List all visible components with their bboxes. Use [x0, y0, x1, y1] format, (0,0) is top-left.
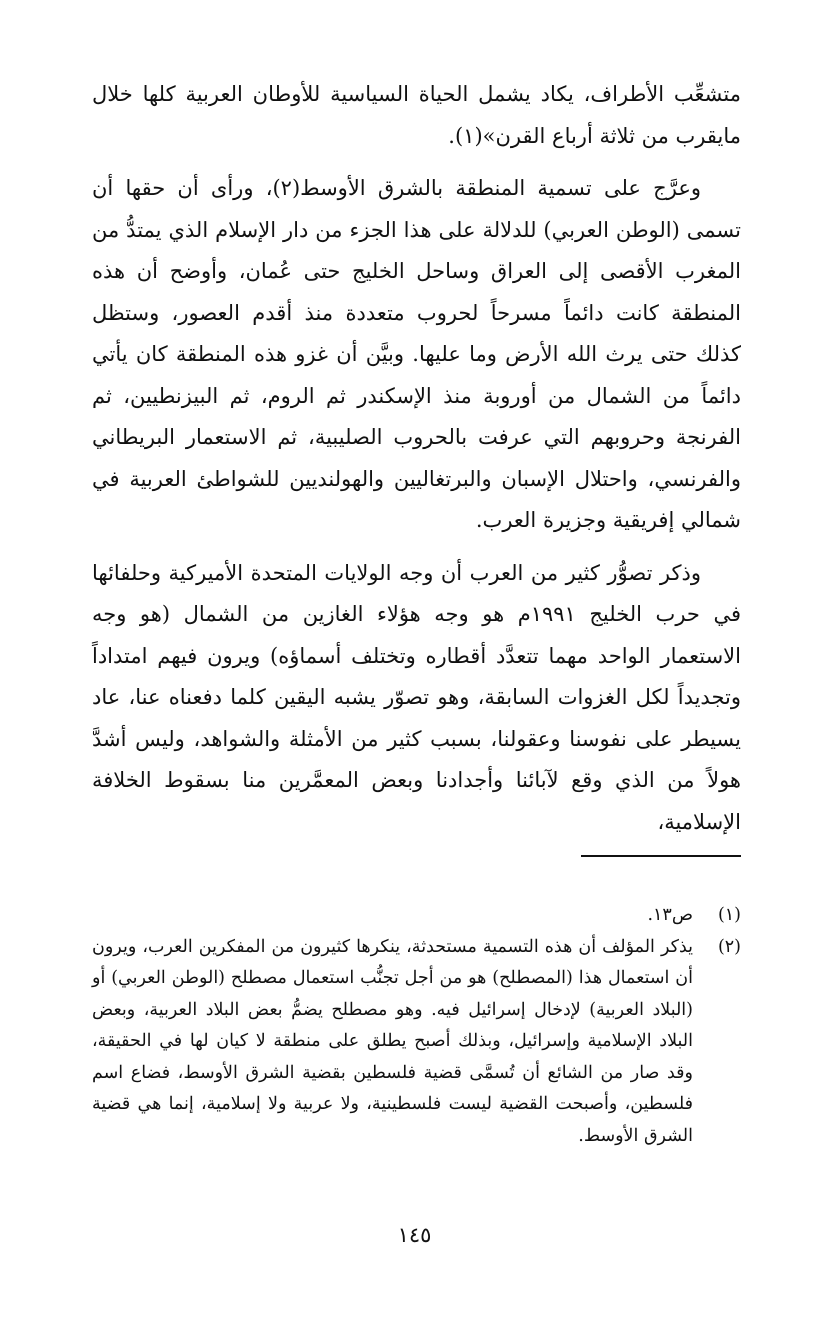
- footnote-1: [92, 900, 741, 932]
- page-number: ١٤٥: [397, 1223, 432, 1247]
- footnote-separator: [581, 855, 741, 857]
- footnote-number-2: (٢): [717, 936, 741, 957]
- footnote-number-1: (١): [717, 905, 741, 925]
- paragraph-1: متشعِّب الأطراف، يكاد يشمل الحياة السياسية للأوطان العربية كلها خلال مايقرب من ثلاثة أرباع القرن»(١).: [92, 82, 741, 148]
- footnote-text-2: يذكر المؤلف أن هذه التسمية مستحدثة، ينكرها كثيرون من المفكرين العرب، ويرون أن استعمال هذا (المصطلح) هو من أجل تجنُّب استعمال مصطلح (الوطن العربي) أو (البلاد العربية) لإدخال إسرائيل فيه. وهو مصطلح يضمُّ بعض البلاد العربية، وبعض البلاد الإسلامية وإسرائيل، وبذلك أصبح يطلق على منطقة لا كيان لها في الحقيقة، وقد صار من الشائع أن تُسمَّى قضية فلسطين بقضية الشرق الأوسط، فضاع اسم فلسطين، وأصبحت القضية ليست فلسطينية، ولا عربية ولا إسلامية، إنما هي قضية الشرق الأوسط.: [92, 936, 693, 1146]
- paragraph-3: وذكر تصوُّر كثير من العرب أن وجه الولايات المتحدة الأميركية وحلفائها في حرب الخليج ١٩٩١م هو وجه هؤلاء الغازين من الشمال (هو وجه الاستعمار الواحد مهما تتعدَّد أقطاره وتختلف أسماؤه) ويرون فيهم امتداداً وتجديداً لكل الغزوات السابقة، وهو تصوّر يشبه اليقين كلما دفعناه عنا، عاد يسيطر على نفوسنا وعقولنا، بسبب كثير من الأمثلة والشواهد، وليس أشدَّ هولاً من الذي وقع لآبائنا وأجدادنا وبعض المعمَّرين منا بسقوط الخلافة الإسلامية،: [92, 560, 741, 834]
- footnotes: [92, 900, 741, 1152]
- main-text: [92, 74, 741, 854]
- paragraph-2: وعرَّج على تسمية المنطقة بالشرق الأوسط(٢)، ورأى أن حقها أن تسمى (الوطن العربي) للدلالة على هذا الجزء من دار الإسلام الذي يمتدُّ من المغرب الأقصى إلى العراق وساحل الخليج حتى عُمان، وأوضح أن هذه المنطقة كانت دائماً مسرحاً لحروب متعددة منذ أقدم العصور، وستظل كذلك حتى يرث الله الأرض وما عليها. وبيَّن أن غزو هذه المنطقة كان يأتي دائماً من الشمال من أوروبة منذ الإسكندر ثم الروم، ثم البيزنطيين، ثم الفرنجة وحروبهم التي عرفت بالحروب الصليبية، ثم الاستعمار البريطاني والفرنسي، واحتلال الإسبان والبرتغاليين والهولنديين للشواطئ العربية في شمالي إفريقية وجزيرة العرب.: [92, 176, 741, 532]
- footnote-2: [92, 932, 741, 1153]
- footnote-text-1: ص١٣.: [647, 905, 693, 925]
